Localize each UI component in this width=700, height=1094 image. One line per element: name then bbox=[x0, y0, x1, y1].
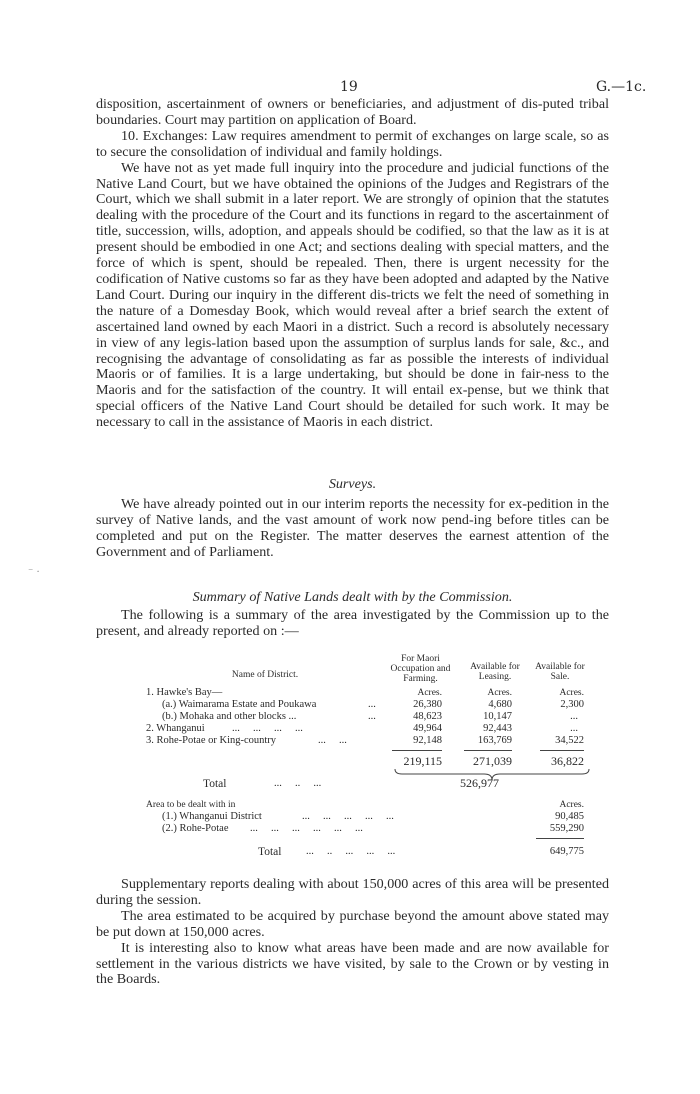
area-rohe-potae-leader: ... ... ... ... ... ... bbox=[250, 823, 363, 834]
body-text-top bbox=[96, 97, 609, 431]
rule-leasing bbox=[464, 750, 512, 751]
header-farming: For Maori Occupation and Farming. bbox=[390, 654, 451, 684]
area-whanganui-leader: ... ... ... ... ... bbox=[302, 811, 394, 822]
total-value: 526,977 bbox=[460, 776, 499, 790]
row-rohe-potae-sale: 34,522 bbox=[555, 735, 584, 746]
subtotal-leasing: 271,039 bbox=[473, 754, 512, 768]
area-total-leader: ... .. ... ... ... bbox=[306, 846, 396, 857]
row-waimarama-leasing: 4,680 bbox=[488, 699, 512, 710]
summary-intro bbox=[96, 608, 609, 640]
rule-farming bbox=[392, 750, 442, 751]
rule-sale bbox=[540, 750, 584, 751]
row-waimarama-sale: 2,300 bbox=[560, 699, 584, 710]
paragraph-supplementary: Supplementary reports dealing with about 150,000 acres of this area will be presented during the session. bbox=[96, 876, 609, 908]
area-label: Area to be dealt with in bbox=[146, 800, 236, 810]
header-district: Name of District. bbox=[231, 670, 299, 680]
paragraph-native-land-court: We have not as yet made full inquiry into the procedure and judicial functions of the Native Land Court, but we have obtained the opinions of the Judges and Registrars of the Court, which we shall submit in a later report. We are strongly of opinion that the statutes dealing with the procedure of the Court and its functions in regard to the ascertainment of title, succession, wills, adoption, and appeals should be codified, so that the law as it is at present should be embodied in one Act; and sections dealing with special matters, and the force of which is spent, should be repealed. Then, there is urgent necessity for the codification of Native customs so far as they have been adopted and adapted by the Native Land Court. During our inquiry in the different dis-tricts we felt the need of something in the nature of a Domesday Book, which would reveal after a brief search the extent of ascertained land owned by each Maori in a district. Such a record is absolutely necessary in view of any legis-lation based upon the assumption of surplus lands for sale, &c., and recognising the advantage of consolidating as far as possible the interests of individual Maoris or of families. It is a large undertaking, but should be done in fair-ness to the Maoris and for the satisfaction of the country. It will entail ex-pense, but we think that special officers of the Native Land Court should be detailed for such work. It may be necessary to call in the assistance of Maoris in each district. bbox=[96, 159, 609, 431]
area-total-value: 649,775 bbox=[549, 846, 584, 857]
row-whanganui-farming: 49,964 bbox=[413, 723, 442, 734]
area-total-label: Total bbox=[258, 846, 282, 858]
rule-area bbox=[536, 838, 584, 839]
row-whanganui-leasing: 92,443 bbox=[483, 723, 512, 734]
row-mohaka-leasing: 10,147 bbox=[483, 711, 512, 722]
header-leasing: Available for Leasing. bbox=[470, 662, 520, 682]
area-units: Acres. bbox=[559, 800, 584, 810]
unit-leasing: Acres. bbox=[487, 688, 512, 698]
row-whanganui-name: 2. Whanganui bbox=[146, 723, 205, 734]
row-hawkes-bay-name: 1. Hawke's Bay— bbox=[146, 687, 223, 698]
row-whanganui-sale: ... bbox=[570, 723, 578, 734]
margin-mark: ⁻ · bbox=[28, 567, 40, 578]
area-rohe-potae-name: (2.) Rohe-Potae bbox=[162, 823, 229, 834]
paragraph-surveys: We have already pointed out in our interim reports the necessity for ex-pedition in the survey of Native lands, and the vast amount of work now pend-ing before titles can be completed and put on the Register. The matter deserves the earnest attention of the Government and of Parliament. bbox=[96, 496, 609, 560]
row-mohaka-name: (b.) Mohaka and other blocks ... bbox=[162, 711, 297, 722]
area-whanganui-value: 90,485 bbox=[555, 811, 584, 822]
row-rohe-potae-leasing: 163,769 bbox=[477, 735, 512, 746]
paragraph-settlement-areas: It is interesting also to know what areas have been made and are now available for settlement in the various districts we have visited, by sale to the Crown or by vesting in the Boards. bbox=[96, 939, 609, 988]
area-rohe-potae-value: 559,290 bbox=[549, 823, 584, 834]
summary-heading: Summary of Native Lands dealt with by the Commission. bbox=[192, 589, 513, 605]
row-rohe-potae-leader: ... ... bbox=[318, 735, 347, 746]
row-waimarama-leader: ... bbox=[368, 699, 376, 710]
paragraph-exchanges: 10. Exchanges: Law requires amendment to permit of exchanges on large scale, so as to secure the consolidation of individual and family holdings. bbox=[96, 127, 609, 160]
subtotal-farming: 219,115 bbox=[403, 754, 442, 768]
body-text-bottom bbox=[96, 877, 609, 988]
document-reference: G.—1c. bbox=[596, 79, 647, 95]
total-leader: ... .. ... bbox=[274, 778, 322, 789]
row-waimarama-farming: 26,380 bbox=[413, 699, 442, 710]
row-mohaka-sale: ... bbox=[570, 711, 578, 722]
row-rohe-potae-farming: 92,148 bbox=[413, 735, 442, 746]
total-label: Total bbox=[203, 778, 227, 790]
paragraph-purchase-estimate: The area estimated to be acquired by purchase beyond the amount above stated may be put down at 150,000 acres. bbox=[96, 907, 609, 940]
area-whanganui-name: (1.) Whanganui District bbox=[162, 811, 262, 822]
subtotal-sale: 36,822 bbox=[551, 754, 584, 768]
surveys-heading: Surveys. bbox=[328, 476, 377, 492]
paragraph-disposition: disposition, ascertainment of owners or beneficiaries, and adjustment of dis-puted tribal boundaries. Court may partition on application of Board. bbox=[96, 96, 609, 128]
row-rohe-potae-name: 3. Rohe-Potae or King-country bbox=[146, 735, 277, 746]
row-waimarama-name: (a.) Waimarama Estate and Poukawa bbox=[162, 699, 317, 710]
page-number: 19 bbox=[340, 79, 358, 95]
paragraph-summary-intro: The following is a summary of the area investigated by the Commission up to the present, and already reported on :— bbox=[96, 607, 609, 639]
row-whanganui-leader: ... ... ... ... bbox=[232, 723, 303, 734]
row-mohaka-leader: ... bbox=[368, 711, 376, 722]
surveys-section bbox=[96, 497, 609, 561]
unit-farming: Acres. bbox=[417, 688, 442, 698]
header-sale: Available for Sale. bbox=[535, 662, 585, 682]
unit-sale: Acres. bbox=[559, 688, 584, 698]
row-mohaka-farming: 48,623 bbox=[413, 711, 442, 722]
